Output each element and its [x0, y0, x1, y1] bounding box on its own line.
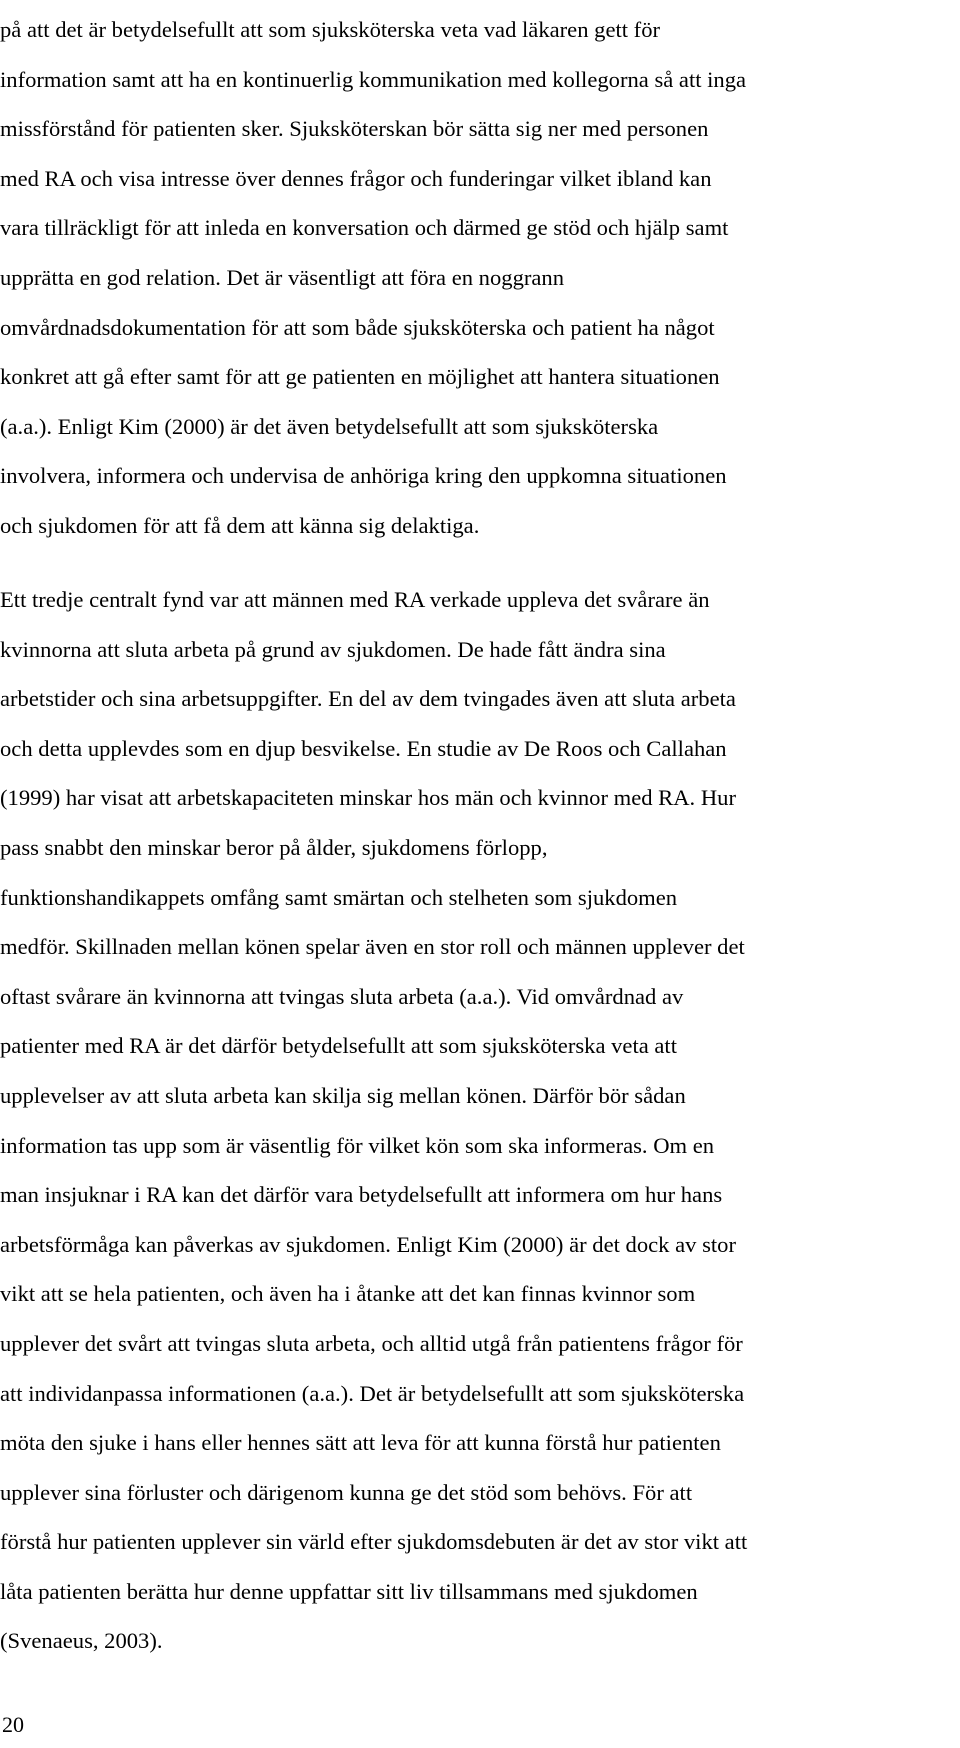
text-line: information tas upp som är väsentlig för vilket kön som ska informeras. Om en [0, 1132, 715, 1158]
text-line: på att det är betydelsefullt att som sjuksköterska veta vad läkaren gett för [0, 17, 661, 42]
text-line: medför. Skillnaden mellan könen spelar även en stor roll och männen upplever det [0, 934, 745, 960]
text-line: med RA och visa intresse över dennes frågor och funderingar vilket ibland kan [0, 165, 712, 191]
text-line: involvera, informera och undervisa de anhöriga kring den uppkomna situationen [0, 463, 727, 489]
text-line: arbetstider och sina arbetsuppgifter. En del av dem tvingades även att sluta arbeta [0, 686, 736, 712]
page-number: 20 [2, 1712, 24, 1737]
text-line: omvårdnadsdokumentation för att som både sjuksköterska och patient ha något [0, 314, 715, 340]
text-line: att individanpassa informationen (a.a.). Det är betydelsefullt att som sjuksköterska [0, 1380, 745, 1406]
text-line: funktionshandikappets omfång samt smärtan och stelheten som sjukdomen [0, 884, 678, 910]
text-line: upprätta en god relation. Det är väsentligt att föra en noggrann [0, 264, 565, 290]
text-line: man insjuknar i RA kan det därför vara betydelsefullt att informera om hur hans [0, 1182, 723, 1208]
text-line: upplever det svårt att tvingas sluta arbeta, och alltid utgå från patientens frågor för [0, 1330, 743, 1356]
text-line: Ett tredje centralt fynd var att männen med RA verkade uppleva det svårare än [0, 587, 710, 612]
text-line: och sjukdomen för att få dem att känna sig delaktiga. [0, 512, 480, 538]
text-line: oftast svårare än kvinnorna att tvingas sluta arbeta (a.a.). Vid omvårdnad av [0, 983, 684, 1009]
text-line: upplever sina förluster och därigenom kunna ge det stöd som behövs. För att [0, 1479, 693, 1505]
text-line: vara tillräckligt för att inleda en konversation och därmed ge stöd och hjälp samt [0, 215, 729, 241]
text-line: och detta upplevdes som en djup besvikelse. En studie av De Roos och Callahan [0, 735, 727, 761]
text-line: (Svenaeus, 2003). [0, 1628, 163, 1654]
text-line: vikt att se hela patienten, och även ha i åtanke att det kan finnas kvinnor som [0, 1281, 696, 1307]
text-line: förstå hur patienten upplever sin värld efter sjukdomsdebuten är det av stor vikt att [0, 1529, 748, 1555]
text-line: upplevelser av att sluta arbeta kan skilja sig mellan könen. Därför bör sådan [0, 1082, 686, 1108]
paragraph-1 [0, 5, 955, 551]
text-line: kvinnorna att sluta arbeta på grund av sjukdomen. De hade fått ändra sina [0, 636, 666, 662]
text-line: pass snabbt den minskar beror på ålder, sjukdomens förlopp, [0, 834, 548, 860]
text-line: information samt att ha en kontinuerlig kommunikation med kollegorna så att inga [0, 66, 747, 92]
text-line: (a.a.). Enligt Kim (2000) är det även betydelsefullt att som sjuksköterska [0, 413, 659, 439]
text-line: (1999) har visat att arbetskapaciteten minskar hos män och kvinnor med RA. Hur [0, 785, 736, 811]
text-line: missförstånd för patienten sker. Sjuksköterskan bör sätta sig ner med personen [0, 116, 709, 142]
text-line: konkret att gå efter samt för att ge patienten en möjlighet att hantera situationen [0, 364, 720, 390]
text-line: arbetsförmåga kan påverkas av sjukdomen. Enligt Kim (2000) är det dock av stor [0, 1231, 736, 1257]
text-line: låta patienten berätta hur denne uppfattar sitt liv tillsammans med sjukdomen [0, 1578, 698, 1604]
paragraph-2 [0, 575, 955, 1666]
text-line: möta den sjuke i hans eller hennes sätt att leva för att kunna förstå hur patienten [0, 1430, 721, 1456]
text-line: patienter med RA är det därför betydelsefullt att som sjuksköterska veta att [0, 1033, 677, 1059]
